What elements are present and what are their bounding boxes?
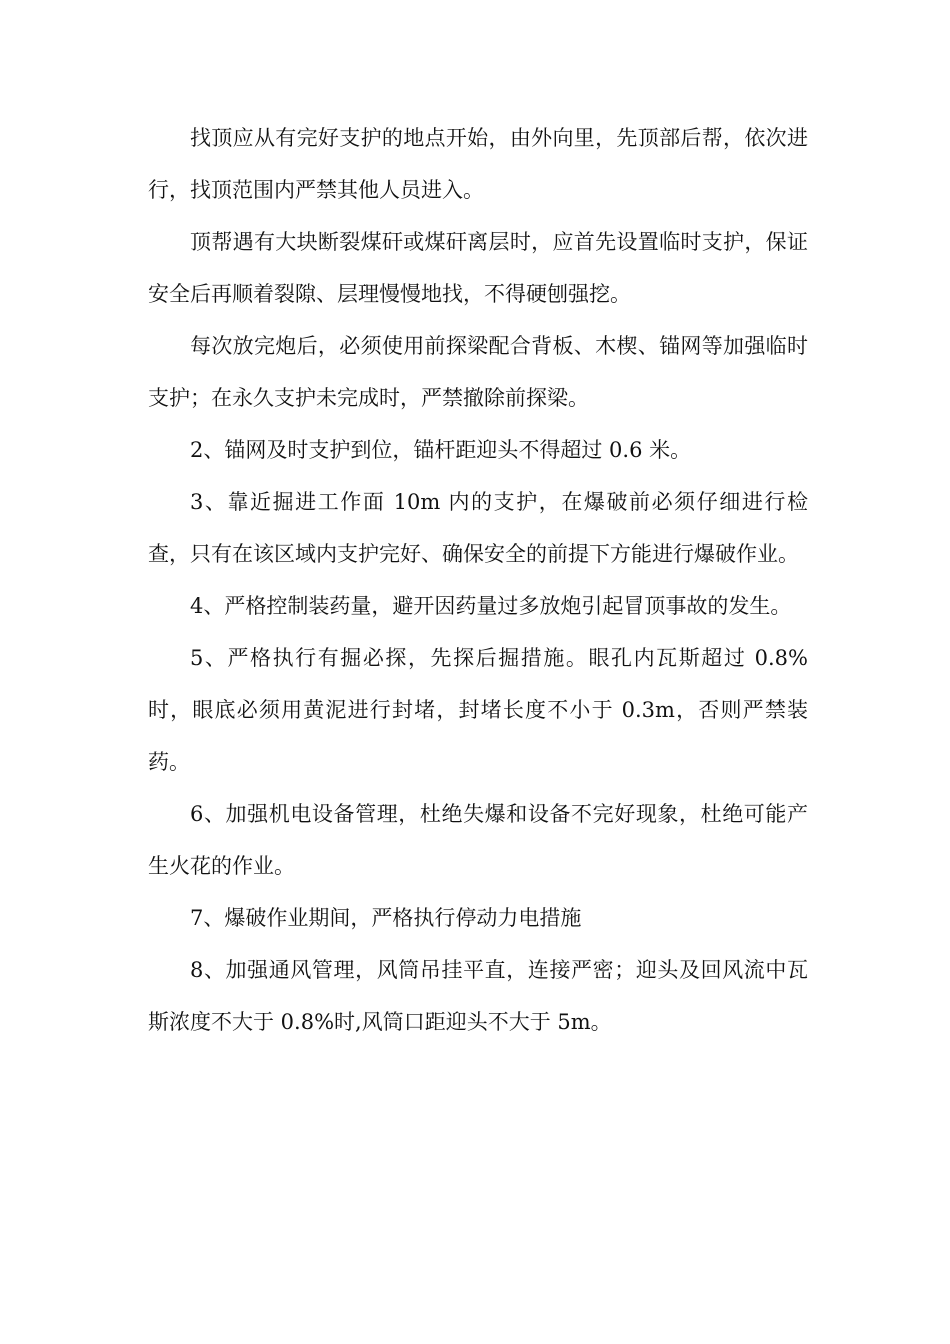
paragraph-item-6: 6、加强机电设备管理，杜绝失爆和设备不完好现象，杜绝可能产生火花的作业。 bbox=[148, 802, 808, 878]
paragraph-after-blasting: 每次放完炮后，必须使用前探梁配合背板、木楔、锚网等加强临时支护；在永久支护未完成时，严禁撤除前探梁。 bbox=[148, 334, 808, 410]
paragraph-temporary-support: 顶帮遇有大块断裂煤矸或煤矸离层时，应首先设置临时支护，保证安全后再顺着裂隙、层理慢慢地找，不得硬刨强挖。 bbox=[148, 230, 808, 306]
paragraph-item-3: 3、靠近掘进工作面 10m 内的支护，在爆破前必须仔细进行检查，只有在该区域内支护完好、确保安全的前提下方能进行爆破作业。 bbox=[148, 490, 808, 566]
paragraph-item-4: 4、严格控制装药量，避开因药量过多放炮引起冒顶事故的发生。 bbox=[190, 594, 792, 618]
paragraph-roof-checking-order: 找顶应从有完好支护的地点开始，由外向里，先顶部后帮，依次进行，找顶范围内严禁其他人员进入。 bbox=[148, 126, 808, 202]
document-body bbox=[148, 112, 808, 1048]
paragraph-item-8: 8、加强通风管理，风筒吊挂平直，连接严密；迎头及回风流中瓦斯浓度不大于 0.8%时,风筒口距迎头不大于 5m。 bbox=[148, 958, 808, 1034]
paragraph-item-2: 2、锚网及时支护到位，锚杆距迎头不得超过 0.6 米。 bbox=[190, 438, 692, 462]
paragraph-item-7: 7、爆破作业期间，严格执行停动力电措施 bbox=[190, 906, 582, 930]
paragraph-item-5: 5、严格执行有掘必探，先探后掘措施。眼孔内瓦斯超过 0.8%时，眼底必须用黄泥进行封堵，封堵长度不小于 0.3m，否则严禁装药。 bbox=[148, 646, 808, 774]
